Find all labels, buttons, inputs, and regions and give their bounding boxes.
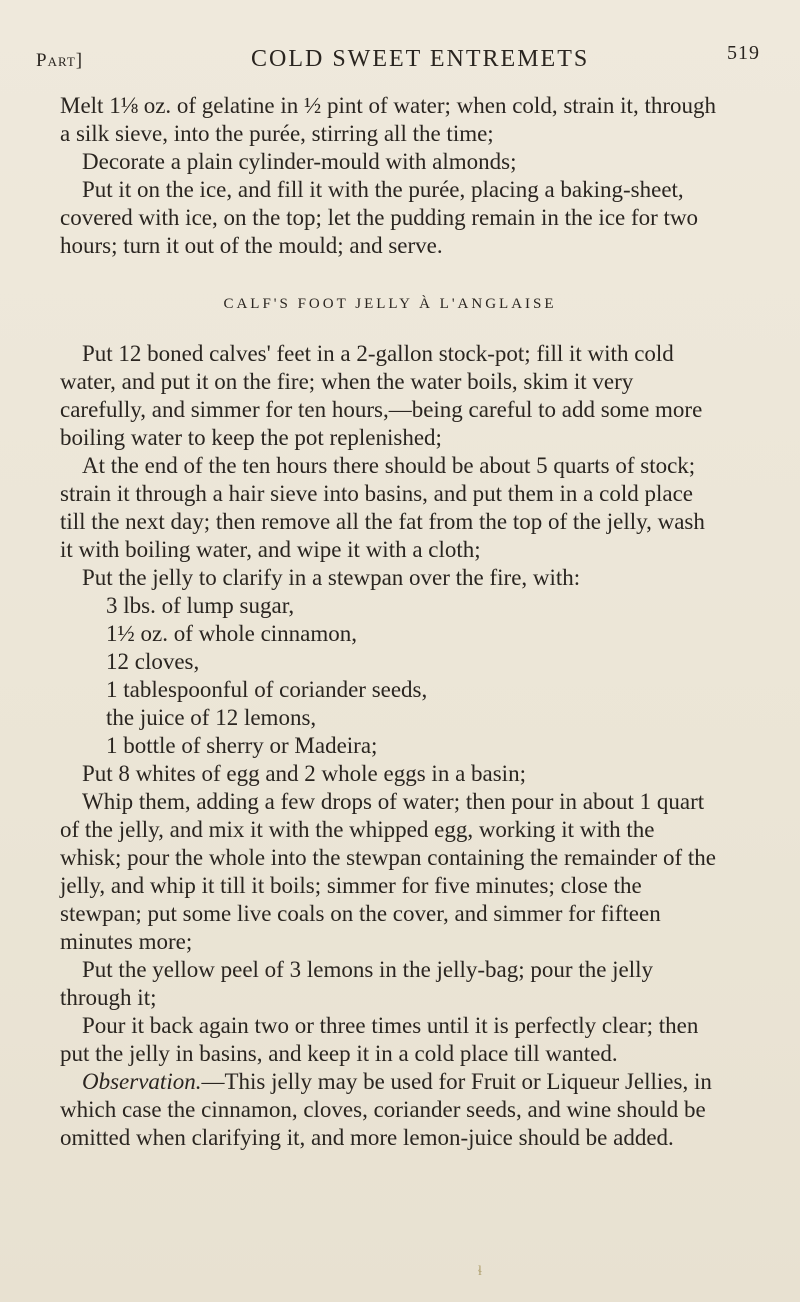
paragraph: Melt 1⅛ oz. of gelatine in ½ pint of water; when cold, strain it, through a silk sieve, into the purée, stirring all the time; bbox=[60, 93, 716, 146]
part-label: Part] bbox=[36, 50, 84, 71]
ingredient-item: 3 lbs. of lump sugar, bbox=[106, 593, 295, 618]
margin-mark: ɬ bbox=[478, 1264, 482, 1279]
paragraph: At the end of the ten hours there should be about 5 quarts of stock; strain it through a hair sieve into basins, and put them in a cold place till the next day; then remove all the fat from the top of the jelly, wash it with boiling water, and wipe it with a cloth; bbox=[60, 453, 705, 562]
section-title: CALF'S FOOT JELLY À L'ANGLAISE bbox=[223, 296, 557, 312]
ingredient-list bbox=[60, 592, 720, 760]
intro-text bbox=[60, 92, 720, 260]
ingredient-item: 12 cloves, bbox=[106, 649, 200, 674]
running-title: COLD SWEET ENTREMETS bbox=[251, 46, 590, 72]
observation-paragraph bbox=[60, 1068, 720, 1152]
paragraph: Whip them, adding a few drops of water; then pour in about 1 quart of the jelly, and mix it with the whipped egg, working it with the whisk; pour the whole into the stewpan containing the remainder of the jelly, and whip it till it boils; simmer for five minutes; close the stewpan; put some live coals on the cover, and simmer for fifteen minutes more; bbox=[60, 789, 716, 954]
page-header bbox=[36, 42, 760, 82]
paragraph: Decorate a plain cylinder-mould with almonds; bbox=[82, 149, 517, 174]
paragraph: Put 12 boned calves' feet in a 2-gallon stock-pot; fill it with cold water, and put it on the fire; when the water boils, skim it very carefully, and simmer for ten hours,—being careful to add some more boiling water to keep the pot replenished; bbox=[60, 341, 703, 450]
observation-text: —This jelly may be used for Fruit or Liqueur Jellies, in which case the cinnamon, cloves, coriander seeds, and wine should be omitted when clarifying it, and more lemon-juice should be added. bbox=[60, 1069, 712, 1150]
paragraph: Put the yellow peel of 3 lemons in the jelly-bag; pour the jelly through it; bbox=[60, 957, 654, 1010]
paragraph: Put the jelly to clarify in a stewpan over the fire, with: bbox=[82, 565, 581, 590]
paragraph: Put 8 whites of egg and 2 whole eggs in a basin; bbox=[82, 761, 526, 786]
paragraph: Pour it back again two or three times until it is perfectly clear; then put the jelly in basins, and keep it in a cold place till wanted. bbox=[60, 1013, 699, 1066]
ingredient-item: 1 tablespoonful of coriander seeds, bbox=[106, 677, 428, 702]
page-number: 519 bbox=[727, 42, 760, 64]
paragraph: Put it on the ice, and fill it with the purée, placing a baking-sheet, covered with ice, on the top; let the pudding remain in the ice for two hours; turn it out of the mould; and serve. bbox=[60, 177, 699, 258]
section-heading-block bbox=[60, 290, 720, 318]
ingredient-item: 1 bottle of sherry or Madeira; bbox=[106, 733, 378, 758]
observation-label: Observation. bbox=[82, 1069, 202, 1094]
ingredient-item: the juice of 12 lemons, bbox=[106, 705, 317, 730]
ingredient-item: 1½ oz. of whole cinnamon, bbox=[106, 621, 358, 646]
recipe-body bbox=[60, 340, 720, 1152]
